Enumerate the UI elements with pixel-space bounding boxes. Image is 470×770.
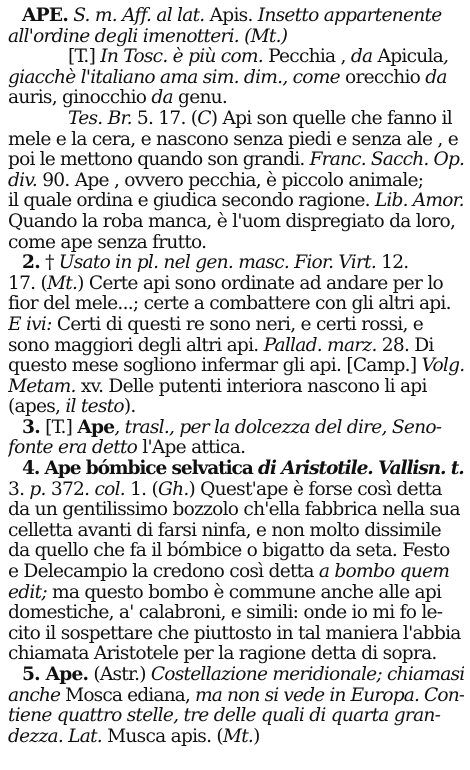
text-span: [T.] (39, 417, 78, 438)
italic-text: da (350, 47, 373, 68)
text-line (8, 521, 464, 542)
italic-text: edit; (8, 582, 47, 603)
text-line (8, 212, 464, 233)
text-span: sono maggiori degli altri api. (8, 335, 264, 356)
bold-text: 3. (22, 417, 40, 438)
text-span: 5. 17. ( (131, 108, 198, 129)
text-span: Apicula (372, 47, 443, 68)
italic-text: E ivi: (8, 314, 52, 335)
italic-text: anche (8, 685, 61, 706)
text-line (8, 562, 464, 583)
text-span: 3. (8, 479, 30, 500)
text-line (8, 315, 464, 336)
entry-paragraph (8, 6, 464, 253)
text-span: 372. (45, 479, 95, 500)
italic-text: Metam. (8, 376, 76, 397)
text-span: ma questo bombo è commune anche alle api (46, 582, 442, 603)
text-span: (apes, (8, 397, 66, 418)
text-line (8, 6, 464, 27)
text-line (8, 397, 464, 418)
text-span: fior del mele...; certe a combattere con gli altri api. (8, 294, 451, 315)
text-span: 12. (375, 253, 409, 274)
text-line (8, 336, 464, 357)
text-span: ) Quest'ape è forse così detta (188, 479, 442, 500)
text-span: come ape senza frutto. (8, 232, 207, 253)
text-span: poi le mettono quando son grandi. (8, 150, 310, 171)
text-span: [T.] (68, 47, 101, 68)
italic-text: , (442, 47, 449, 68)
italic-text: Costellazione meridionale; chiamasi (150, 665, 464, 685)
text-span: da quello che fa il bómbice o bigatto da seta. Festo (8, 541, 450, 562)
text-line (8, 727, 464, 748)
text-line (8, 583, 464, 604)
text-line (8, 68, 464, 89)
text-line (8, 418, 464, 439)
text-line (8, 459, 464, 480)
italic-text: fonte era detto (8, 438, 138, 459)
text-span: Mosca ediana, (60, 685, 195, 706)
text-span: ) Api son quelle che fanno il (210, 108, 452, 129)
text-span: ) (253, 726, 260, 747)
italic-text: dezza. Lat. (8, 726, 102, 747)
text-line (8, 644, 464, 665)
text-line (8, 109, 464, 130)
text-line (8, 233, 464, 254)
italic-text: Mt. (47, 273, 78, 294)
italic-text: col. (94, 479, 125, 500)
bold-text: APE. (22, 6, 69, 26)
text-line (8, 150, 464, 171)
entry-paragraph (8, 665, 464, 747)
bold-text: Ape (77, 417, 115, 438)
italic-text: p. (29, 479, 46, 500)
entry-paragraph (8, 253, 464, 418)
text-span: † (39, 253, 59, 274)
italic-text: Volg. (421, 356, 464, 377)
italic-text: S. m. Aff. al lat. (73, 6, 205, 26)
italic-text: Tes. Br. (68, 108, 132, 129)
text-line (8, 88, 464, 109)
text-span: orecchio (339, 67, 426, 88)
text-span: 28. Di (376, 335, 434, 356)
italic-text: all'ordine degli imenotteri. (Mt.) (8, 26, 288, 47)
italic-text: giacchè l'italiano ama sim. dim., come (8, 67, 340, 88)
text-span: e Delecampio la credono così detta (8, 562, 319, 583)
text-line (8, 438, 464, 459)
italic-text: da (151, 88, 173, 109)
dictionary-entry-ape (8, 6, 464, 747)
text-span: genu. (172, 88, 228, 109)
text-span: Musca apis. ( (101, 726, 223, 747)
italic-text: a bombo quem (318, 562, 450, 583)
italic-text: Pallad. marz. (263, 335, 377, 356)
italic-text: Insetto appartenente (257, 6, 442, 26)
italic-text: Gh. (158, 479, 189, 500)
text-span: questo mese sogliono infermar gli api. [Camp.] (8, 356, 422, 377)
italic-text: Lib. Amor. (374, 191, 464, 212)
bold-text: 2. (22, 253, 40, 274)
text-span: xv. Delle putenti interiora nascono li api (75, 376, 427, 397)
bold-text: 4. Ape bómbice selvatica (22, 459, 253, 480)
italic-text: il testo (65, 397, 124, 418)
text-span: Apis. (204, 6, 258, 26)
text-span: celletta avanti di farsi ninfa, e non molto dissimile (8, 520, 441, 541)
text-span: cito il sospettare che piuttosto in tal maniera l'abbia (8, 623, 461, 644)
text-span: auris, ginocchio (8, 88, 152, 109)
text-span: chiamata Aristotele per la ragione detta di sopra. (8, 644, 437, 665)
text-span: ). (123, 397, 136, 418)
text-line (8, 294, 464, 315)
text-span: (Astr.) (88, 665, 151, 685)
entry-paragraph (8, 418, 464, 459)
text-span: 90. Ape , ovvero pecchia, è piccolo animale; (37, 170, 424, 191)
italic-text: C (197, 108, 211, 129)
text-line (8, 47, 464, 68)
bold-text: di Aristotile. Vallisn. t. (252, 459, 464, 480)
text-line (8, 274, 464, 295)
text-span: ) Certe api sono ordinate ad andare per lo (77, 273, 443, 294)
text-line (8, 130, 464, 151)
text-span: mele e la cera, e nascono senza piedi e senza ale , e (8, 129, 458, 150)
entry-paragraph (8, 459, 464, 665)
italic-text: da (425, 67, 447, 88)
italic-text: Usato in pl. nel gen. masc. Fior. Virt. (58, 253, 376, 274)
italic-text: div. (8, 170, 38, 191)
text-line (8, 253, 464, 274)
text-span: 1. ( (124, 479, 159, 500)
text-span: 17. ( (8, 273, 47, 294)
text-line (8, 27, 464, 48)
text-line (8, 356, 464, 377)
text-line (8, 541, 464, 562)
italic-text: tiene quattro stelle, tre delle quali di quarta gran- (8, 706, 441, 727)
italic-text: Mt. (222, 726, 254, 747)
text-line (8, 500, 464, 521)
italic-text: ma non si vede in Europa. Con- (194, 685, 464, 706)
text-line (8, 191, 464, 212)
text-line (8, 624, 464, 645)
bold-text: 5. Ape. (22, 665, 89, 685)
text-span: l'Ape attica. (137, 438, 246, 459)
italic-text: Franc. Sacch. Op. (309, 150, 464, 171)
italic-text: In Tosc. è più com. (100, 47, 263, 68)
italic-text: , trasl., per la dolcezza del dire, Seno- (114, 417, 442, 438)
text-line (8, 706, 464, 727)
text-line (8, 665, 464, 686)
text-line (8, 480, 464, 501)
text-span: domestiche, a' calabroni, e simili: onde io mi fo le- (8, 603, 443, 624)
text-span: Quando la roba manca, è l'uom dispregiato da loro, (8, 211, 456, 232)
text-span: Pecchia , (262, 47, 351, 68)
text-line (8, 171, 464, 192)
text-span: Certi di questi re sono neri, e certi rossi, e (51, 314, 424, 335)
text-line (8, 686, 464, 707)
text-span: il quale ordina e giudica secondo ragione. (8, 191, 375, 212)
text-span: da un gentilissimo bozzolo ch'ella fabbrica nella sua (8, 500, 460, 521)
text-line (8, 377, 464, 398)
text-line (8, 603, 464, 624)
